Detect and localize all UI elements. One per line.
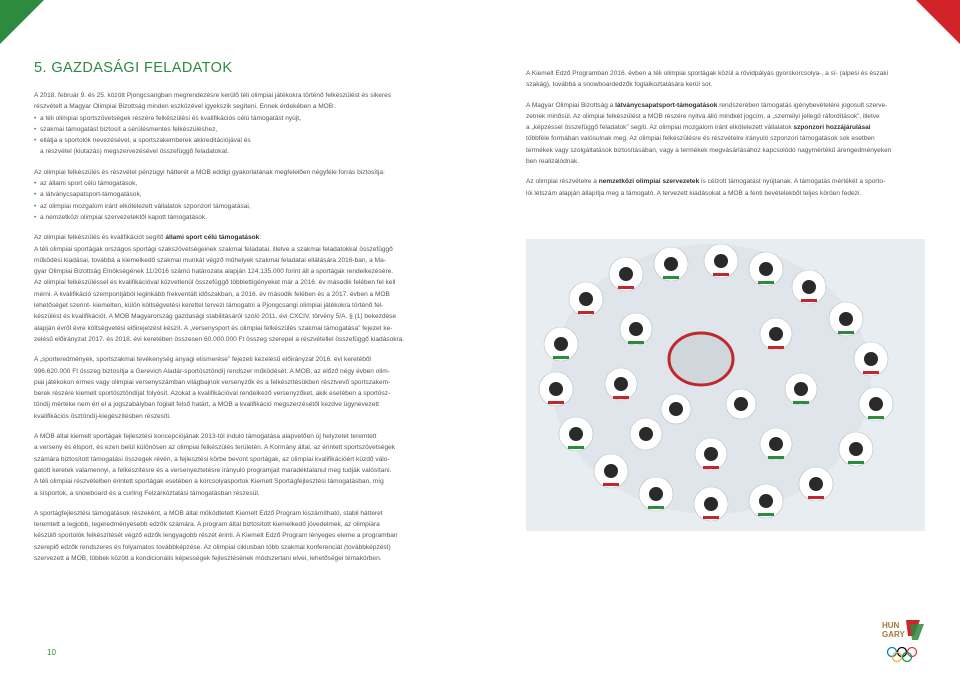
list-item: • a nemzetközi olimpiai szervezetektől kapott támogatások. bbox=[34, 212, 442, 223]
text-line: készülést és kvalifikációt. A MOB Magyarország gazdasági stabilitásáról szóló 2011. évi CXCIV. törvény 5/A. § (1) bekezdése bbox=[34, 313, 397, 321]
list-item: • a téli olimpiai sportszövetségek részére felkészülési és kvalifikációs célú támogatást nyújt, bbox=[34, 113, 442, 124]
text-line: ben realizálódnak. bbox=[526, 158, 580, 166]
text-line: szakág), továbbá a snowboardedzők foglalkoztatására kerül sor. bbox=[526, 81, 713, 89]
text-line: termékek vagy szolgáltatások biztosításában, vagy a termékek megvásárlásához kapcsolódó nagymértékű árengedményeken bbox=[526, 146, 892, 154]
hungary-olympic-logo bbox=[880, 618, 928, 664]
hockey-team-illustration bbox=[526, 239, 925, 531]
text-line: zelésű előirányzat 2017. és 2018. évi keretében összesen 60.000.000 Ft összeg szerepel a részvétellel összefüggő kiadásokra. bbox=[34, 335, 405, 343]
left-column bbox=[34, 60, 442, 564]
text-span: rendszerében támogatás igénybevételére jogosult szerve- bbox=[717, 101, 888, 109]
text-line: lói létszám alapján állapítja meg a támogató. A tervezett kiadásokat a MOB a fenti bevételekből teljes körűen fedezi. bbox=[526, 189, 862, 197]
earnings-paragraph bbox=[34, 354, 442, 422]
page-title: 5. GAZDASÁGI FELADATOK bbox=[34, 60, 233, 76]
text-line: piai játékokon érmes vagy olimpiai versenyszámban világbajnok versenyzők és a felkészítésükben résztvevő sportszakem- bbox=[34, 378, 391, 386]
text-line: mérni. A kvalifikáció szempontjából leginkább frekventált időszakban, a 2016. év második felében és a 2017. évben a MOB bbox=[34, 290, 390, 298]
text-line: A téli olimpiai részvételben érintett sportágak esetében a korcsolyasportok Kiemelt Sportágfejlesztési támogatásban, míg bbox=[34, 478, 384, 486]
right-column bbox=[526, 68, 928, 199]
spacer bbox=[526, 91, 928, 100]
text-span: Az olimpiai részvételre a bbox=[526, 178, 599, 186]
spacer bbox=[34, 499, 442, 508]
text-line: gatott keretek valamennyi, a felkészítésre és a versenyeztetésre irányuló programjait maradéktalanul meg tudják valósítani. bbox=[34, 466, 392, 474]
program-paragraph bbox=[34, 431, 442, 499]
text-line: A sportágfejlesztési támogatások részeként, a MOB által működtetett Kiemelt Edző Program kiszámítható, stabil hátteret bbox=[34, 509, 383, 517]
text-span: a „képzéssel összefüggő feladatok” segíti. Az olimpiai mozgalom iránt elkötelezett vállalatok bbox=[526, 124, 794, 132]
text-line: a sísportok, a snowboard és a curling Felzárkóztatási támogatásban részesül. bbox=[34, 489, 260, 497]
coach-program-paragraph bbox=[34, 508, 442, 564]
hungary-logo-icon bbox=[880, 618, 928, 664]
text-line: zetnek minősül. Az olimpiai felkészülést a MOB részére nyitva álló mindkét jogcím, a „személyi jellegű ráfordítások”, illetve bbox=[526, 112, 880, 120]
intro-line: részvételt a Magyar Olimpiai Bizottság minden eszközével igyekszik segíteni. Ennek érdekében a MOB: bbox=[34, 103, 335, 111]
corner-decoration-red bbox=[916, 0, 960, 44]
bold-term: nemzetközi olimpiai szervezetek bbox=[598, 178, 700, 186]
corner-decoration-green bbox=[0, 0, 44, 44]
text-line: lehetőséget szerint- kiemelten, külön költségvetési kerettel tervezi támogatni a Pjongcsangi olimpiai játékokra történő fel- bbox=[34, 302, 384, 310]
sources-list bbox=[34, 178, 442, 223]
page-number: 10 bbox=[47, 648, 56, 657]
list-item: • a látványcsapatsport-támogatások, bbox=[34, 189, 442, 200]
list-item: • az állami sport célú támogatások, bbox=[34, 178, 442, 189]
svg-text:GARY: GARY bbox=[882, 630, 905, 639]
text-span: A Magyar Olimpiai Bizottság a bbox=[526, 101, 616, 109]
text-line: a verseny és élsport, és ezen belül különösen az olimpiai felkészülés területén. A Kormány által, az érintett sportszövetségek bbox=[34, 444, 395, 452]
text-line: töndíj mértéke nem éri el a jogszabályban foglalt felső határt, a MOB a kvalifikáció megszerzésétől kezdve ügynevezett bbox=[34, 401, 379, 409]
text-line: teremtett a legjobb, legeredményesebb edzők számára. A program által biztosított kiemelkedő jövedelmek, az olimpiára bbox=[34, 521, 380, 529]
text-line: szereplő edzők rendszeres és folyamatos továbbképzése. Az olimpiai ciklusban több szakmai konferenciát (továbbképzést) bbox=[34, 543, 391, 551]
text-line: 996.620.000 Ft összeg biztosítja a Gerevich Aladár-sportösztöndíj rendszer működését. A MOB, az előző négy évben olim- bbox=[34, 367, 390, 375]
mob-task-list bbox=[34, 113, 442, 158]
spacer bbox=[34, 223, 442, 232]
spacer bbox=[34, 158, 442, 167]
hockey-team-photo bbox=[526, 239, 925, 531]
text-span: is célzott támogatást nyújtanak. A támogatás mértékét a sporto- bbox=[699, 178, 886, 186]
list-item: • ellátja a sportolók nevezésével, a sportszakemberek akkreditációjával és bbox=[34, 135, 442, 146]
spacer bbox=[34, 422, 442, 431]
text-line: kvalifikációs ösztöndíj-kiegészítésben részesíti. bbox=[34, 412, 171, 420]
spacer bbox=[526, 167, 928, 176]
text-line: A MOB által kiemelt sportágak fejlesztési koncepciójának 2013-tól induló támogatása alapvetően új helyzetet teremtett bbox=[34, 433, 377, 441]
bold-term: látványcsapatsport-támogatások bbox=[615, 101, 718, 109]
spectator-sport-paragraph bbox=[526, 100, 928, 168]
text-line: A „sporteredmények, sportszakmai tevékenység anyagi elismerése” fejezeti kezelésű előirányzat 2016. évi keretéből bbox=[34, 356, 371, 364]
text-line: berek részére kiemelt sportösztöndíjat folyósít. Azokat a kvalifikációval rendelkező versenyzőket, akik esetében a sportösz- bbox=[34, 390, 391, 398]
text-line: A téli olimpiai sportágak országos sportági szakszövetségeinek szakmai feladatai, illetve a szakmai feladatokkal összefüggő bbox=[34, 245, 393, 253]
international-support-paragraph bbox=[526, 176, 928, 199]
text-line: készülő sportolók felkészítését végző edzők lengyagobb részét érinti. A Kiemelt Edző Program lényeges eleme a programban bbox=[34, 532, 398, 540]
list-item: • az olimpiai mozgalom iránt elkötelezett vállalatok szponzori támogatásai, bbox=[34, 201, 442, 212]
spacer bbox=[34, 345, 442, 354]
bold-term: állami sport célú támogatások bbox=[165, 234, 260, 242]
svg-text:HUN: HUN bbox=[882, 621, 900, 630]
intro-line: A 2018. február 9. és 25. között Pjongcsangban megrendezésre kerülő téli olimpiai játékokra történő felkészülést és sikeres bbox=[34, 92, 392, 99]
list-item: • szakmai támogatást biztosít a sérülésmentes felkészüléshez, bbox=[34, 124, 442, 135]
text-line: A Kiemelt Edző Programban 2016. évben a téli olimpiai sportágak közül a rövidpályás gyorskorcsolya-, a sí- (alpesi és északi bbox=[526, 70, 889, 77]
intro-paragraph bbox=[34, 90, 442, 113]
list-item: a részvétel (kiutazás) megszervezésével összefüggő feladatokat. bbox=[40, 148, 229, 156]
text-line: gyar Olimpiai Bizottság Elnökségének 11/2016 számú határozata alapján 124.135.000 forint áll a sportágak rendelkezésére. bbox=[34, 268, 394, 276]
text-line: számára biztosított támogatási összegek révén, a fejlesztési körbe bevont sportágak, az olimpiai kvalifikációért küzdő válo- bbox=[34, 455, 390, 463]
text-line: alapján évről évre költségvetési előirejelzést készít. A „versenysport és olimpiai felkészülés szakmai támogatása” fejezet ke- bbox=[34, 324, 393, 332]
text-line: szervezett a MOB, többek között a kondicionális képességek fejlesztésének módszertani elvei, lehetőségei témakörben. bbox=[34, 554, 382, 562]
text-line: többféle formában valósulnak meg. Az olimpiai felkészülésre és részvételre irányuló szponzori támogatások sok esetben bbox=[526, 135, 875, 143]
coach-program-continued bbox=[526, 68, 928, 91]
text-span: : bbox=[259, 234, 262, 242]
state-support-paragraph bbox=[34, 232, 442, 345]
sources-intro: Az olimpiai felkészülés és részvétel pénzügyi hátterét a MOB eddigi gyakorlatának megfelelően négyféle forrás biztosítja: bbox=[34, 168, 385, 176]
bold-term: szponzori hozzájárulásai bbox=[793, 124, 871, 132]
text-span: Az olimpiai felkészülés és kvalifikációt segítő bbox=[34, 234, 166, 242]
text-line: működési kiadásai, továbbá a kiemelkedő szakmai munkát végző műhelyek szakmai feladatai ellátására 2016-ban, a Ma- bbox=[34, 256, 386, 264]
text-line: Az olimpiai felkészüléssel és kvalifikációval közvetlenül összefüggő többlettigényeket már a 2016. év második felében fel kell bbox=[34, 279, 396, 287]
